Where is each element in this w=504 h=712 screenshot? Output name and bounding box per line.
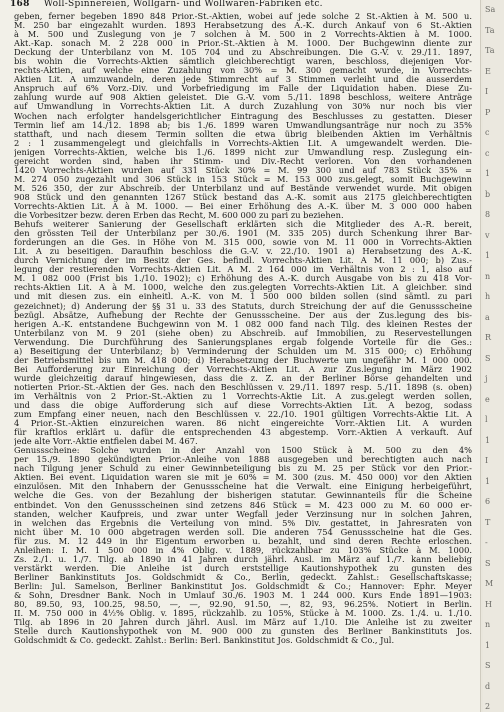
text-line: einzulösen. Mit den Inhabern der Genussscheine hat die Verwalt. eine Einigung herbeigeführt, — [14, 482, 472, 492]
text-line: Wochen nach erfolgter handelsgerichtlicher Eintragung des Beschlusses zu gestatten. Dieser — [14, 111, 472, 121]
text-line: entbindet. Von den Genussscheinen sind zetzens 846 Stück = M. 423 000 zu M. 60 000 er- — [14, 500, 472, 510]
adjacent-page-fragment: Ta — [485, 46, 495, 55]
text-line: M. 1 082 000 (Frist bis 1./10. 1902); c) Erhöhung des A.-K. durch Ausgabe von bis zu 418 Vor- — [14, 274, 472, 284]
text-line: M. 274 050 zugezahlt und 306 Stück in 153 Stück = M. 153 000 zus.gelegt, somit Buchgewinn — [14, 174, 472, 184]
text-line: M. 250 bar eingezahlt wurden. 1893 Herabsetzung des A.-K. durch Ankauf von 6 St.-Aktien — [14, 21, 472, 31]
text-line: 1420 Vorrechts-Aktien wurden auf 331 Stück 30% = M. 99 300 und auf 783 Stück 35% = — [14, 165, 472, 175]
adjacent-page-fragment: l — [485, 415, 488, 424]
text-line: welche die Ges. von der Bezahlung der bisherigen statutar. Gewinnanteils für die Scheine — [14, 491, 472, 501]
adjacent-page-fragment: c — [485, 128, 490, 137]
adjacent-page-fragment: M — [485, 579, 494, 588]
text-line: M. 526 350, der zur Abschreib. der Unterbilanz und auf Bestände verwendet wurde. Mit obigen — [14, 183, 472, 193]
text-line: für zus. M. 12 449 in ihr Eigentum erworben u. bezahlt, und sind deren Rechte erloschen. — [14, 536, 472, 546]
text-line: Tilg. ab 1896 in 20 Jahren durch jährl. Ausl. im März auf 1./10. Die Anleihe ist zu zweiter — [14, 618, 472, 628]
text-line: Unterbilanz von M. 9 201 (siehe oben) zu Abschreib. auf Immobilien, zu Reservestellungen — [14, 328, 472, 338]
text-line: per 15./9. 1890 gekündigten Prior.-Anleihe von 1888 ausgegeben und berechtigten auch nach — [14, 455, 472, 465]
adjacent-page-fragment: P — [485, 107, 491, 117]
adjacent-page-edge — [483, 0, 504, 712]
adjacent-page-fragment: 1 — [485, 251, 491, 260]
adjacent-page-fragment: j — [485, 374, 488, 383]
text-line: im Verhältnis von 2 Prior.-St.-Aktien zu 1 Vorrechts-Aktie Lit. A zus.gelegt werden sollen, — [14, 391, 472, 401]
text-line: a) Beseitigung der Unterbilanz; b) Verminderung der Schulden um M. 315 000; c) Erhöhung — [14, 346, 472, 356]
adjacent-page-fragment: S — [485, 558, 491, 568]
text-line: und dass die obige Aufforderung sich auf diese Vorrechts-Aktien Lit. A bezog, sodass — [14, 401, 472, 411]
text-line: rechts-Aktien Lit. A à M. 1000, welche den zus.gelegten Vorrechts-Aktien Lit. A gleichber. sind — [14, 283, 472, 293]
text-line: Bei Aufforderung zur Einreichung der Vorrechts-Aktien Lit. A zur Zus.legung im März 1902 — [14, 364, 472, 374]
text-line: Termin lief am 14./12. 1898 ab; bis 1./6. 1899 waren Umwandlungsanträge nur noch zu 35% — [14, 120, 472, 130]
text-line: verstärkt werden. Die Anleihe ist durch erststellige Kautionshypothek zu gunsten des — [14, 563, 472, 573]
text-line: bis wohin die Vorrechts-Aktien sämtlich gleichberechtigt waren, beschloss, diejenigen Vor- — [14, 57, 472, 67]
text-line: der Betriebsmittel bis um M. 418 000; d) Herabsetzung der Buchwerte um ungefähr M. 1 000 000. — [14, 355, 472, 365]
adjacent-page-fragment: n — [485, 271, 491, 281]
text-line: 908 Stück und den genannten 1267 Stück bestand das A.-K. somit aus 2175 gleichberechtigten — [14, 192, 472, 202]
text-line: II. M. 750 000 in 4½% Oblig. v. 1895, rückzahlb. zu 105%, Stücke à M. 1000. Zs. 1./4. u. 1./10. — [14, 609, 472, 619]
text-line: forderungen an die Ges. in Höhe von M. 315 000, sowie von M. 11 000 in Vorrechts-Aktien — [14, 238, 472, 248]
text-line: zahlung wurde auf 908 Aktien geleistet. Die G.-V. vom 5./11. 1898 beschloss, weitere Anträge — [14, 93, 472, 103]
text-line: & Sohn, Dresdner Bank. Noch in Umlauf 30./6. 1903 M. 1 244 000. Kurs Ende 1891—1903: — [14, 591, 472, 600]
text-line: legung der restierenden Vorrechts-Aktien Lit. A M. 2 164 000 im Verhältnis von 2 : 1, also auf — [14, 265, 472, 275]
text-line: gereicht worden sind, haben ihr Stimm- und Div.-Recht verloren. Von den vorhandenen — [14, 156, 472, 166]
text-line: nach Tilgung jener Schuld zu einer Gewinnbeteiligung bis zu M. 25 per Stück vor den Prior.- — [14, 464, 472, 474]
text-line: geben, ferner begeben 1890 848 Prior.-St.-Aktien, wobei auf jede solche 2 St.-Aktien à M. 500 u. — [14, 12, 472, 21]
text-line: Deckung der Unterbilanz von M. 105 704 und zu Abschreibungen. Die G.-V. v. 29./11. 1897, — [14, 48, 472, 58]
adjacent-page-fragment: - — [485, 538, 488, 547]
adjacent-page-fragment: 1 — [485, 640, 491, 650]
text-line: jenigen Vorrechts-Aktien, welche bis 1./6. 1899 nicht zur Umwandlung resp. Zuslegung ein- — [14, 147, 472, 157]
adjacent-page-fragment: I — [485, 87, 489, 96]
text-line: Aktien Lit. A umzuwandeln, deren jede Stimmrecht auf 3 Stimmen verleiht und die ausserdem — [14, 75, 472, 85]
text-line: Anleihen: I. M. 1 500 000 in 4% Oblig. v. 1889, rückzahlbar zu 103% Stücke à M. 1000. — [14, 545, 472, 555]
running-title: Woll-Spinnereien, Wollgarn- und Wollwaren-Fabriken etc. — [43, 0, 323, 9]
body-text — [14, 12, 472, 645]
text-line: die Vorbesitzer bezw. deren Erben das Recht, M. 600 000 zu pari zu beziehen. — [14, 211, 344, 221]
text-line: in welchen das Ergebnis die Verteilung von mind. 5% Div. gestattet, in Jahresraten von — [14, 518, 472, 528]
text-line: Lit. A zu beseitigen. Daraufhin beschloss die G.-V. v. 22./10. 1901 a) Herabsetzung des A.-K. — [14, 247, 472, 257]
text-line: und mit diesen zus. ein einheitl. A.-K. von M. 1 500 000 bilden sollen (sind sämtl. zu pari — [14, 292, 472, 302]
text-line: gezeichnet); d) Änderung der §§ 31 u. 33 des Statuts, durch Streichung der auf die Genussscheine — [14, 301, 472, 311]
text-line: nicht über M. 10 000 abgetragen werden soll. Die anderen 754 Genussscheine hat die Ges. — [14, 527, 472, 537]
adjacent-page-fragment: 1 — [485, 169, 491, 178]
text-line: zum Empfang einer neuen, nach den Beschlüssen v. 22./10. 1901 gültigen Vorrechts-Aktie Lit. A — [14, 410, 472, 420]
text-line: herigen A.-K. entstandene Buchgewinn von M. 1 082 000 fand nach Tilg. des kleinen Restes der — [14, 319, 472, 329]
adjacent-page-fragment: 1 — [485, 476, 491, 486]
text-line: für kraftlos erklärt u. dafür die entsprechenden 43 abgestemp. Vorr.-Aktien A verkauft. Auf — [14, 428, 472, 438]
text-line: Stelle durch Kautionshypothek von M. 900 000 zu gunsten des Berliner Bankinstituts Jos. — [14, 627, 472, 637]
text-line: auf Umwandlung in Vorrechts-Aktien Lit. A durch Zuzahlung von 30% nur noch bis vier — [14, 102, 472, 112]
adjacent-page-fragment: a — [485, 312, 490, 322]
text-line: Vorrechts-Aktien Lit. A à M. 1000. — Bei einer Erhöhung des A.-K. über M. 3 000 000 haben — [14, 201, 472, 211]
text-line: durch Vernichtung der im Besitz der Ges. befindl. Vorrechts-Aktien Lit. A M. 11 000; b) Zus.- — [14, 256, 472, 266]
text-line: jede alte Vorr.-Aktie entfielen dabei M. 467. — [14, 437, 198, 447]
text-line: bezügl. Absätze, Aufhebung der Rechte der Genussscheine. Der aus der Zus.legung des bis- — [14, 310, 472, 320]
text-line: Aktien. Bei event. Liquidation waren sie mit je 60% = M. 300 (zus. M. 450 000) vor den Aktien — [14, 473, 472, 483]
page-header — [10, 0, 476, 12]
text-line: 2 : 1 zusammengelegt und gleichfalls in Vorrechts-Aktien Lit. A umgewandelt werden. Die- — [14, 138, 472, 148]
text-line: Genussscheine: Solche wurden in der Anzahl von 1500 Stück à M. 500 zu den 4% — [14, 446, 472, 456]
text-line: standen, welcher Kaufpreis, und zwar unter Wegfall jeder Verzinsung nur in solchen Jahren, — [14, 509, 472, 519]
page-number: 168 — [10, 0, 30, 9]
adjacent-page-fragment: I — [485, 456, 489, 465]
text-line: Goldschmidt & Co. gedeckt. Zahlst.: Berlin: Berl. Bankinstitut Jos. Goldschmidt & Co., Jul. — [14, 636, 395, 646]
text-line: den grössten Teil der Unterbilanz per 30./6. 1901 (M. 335 205) durch Schenkung ihrer Bar- — [14, 229, 472, 239]
text-line: 80, 89.50, 93, 100.25, 98.50, —, —, 92.90, 91.50, —, 82, 93, 96.25%. Notiert in Berlin. — [14, 600, 472, 610]
text-line: à M. 500 und Zuslegung von je 7 solchen à M. 500 in 2 Vorrechts-Aktien à M. 1000. — [14, 30, 472, 40]
text-line: Behufs weiterer Sanierung der Gesellschaft erklärten sich die Mitglieder des A.-R. bereit, — [14, 220, 472, 230]
adjacent-page-fragment: E — [485, 66, 491, 76]
adjacent-page-fragment: 6 — [485, 497, 491, 506]
adjacent-page-fragment: n — [485, 620, 491, 629]
adjacent-page-fragment: S — [485, 353, 491, 363]
text-line: Anspruch auf 6% Vorz.-Div. und Vorbefriedigung im Falle der Liquidation haben. Diese Zu- — [14, 84, 472, 94]
adjacent-page-fragment: d — [485, 681, 491, 691]
adjacent-page-fragment: Sa — [485, 5, 496, 14]
text-line: Zs. 2./1. u. 1./7. Tilg. ab 1890 in 41 Jahren durch jährl. Ausl. im März auf 1./7. kann beliebig — [14, 554, 472, 564]
adjacent-page-fragment: 8 — [485, 210, 491, 219]
adjacent-page-fragment: e — [485, 394, 490, 404]
adjacent-page-fragment: v — [485, 230, 490, 240]
adjacent-page-fragment: c — [485, 148, 490, 158]
adjacent-page-fragment: T — [485, 517, 491, 527]
text-line: wurde gleichzeitig darauf hingewiesen, dass die z. Z. an der Berliner Börse gehandelten und — [14, 373, 472, 383]
text-line: Verwendung. Die Durchführung des Sanierungsplanes ergab folgende Vorteile für die Ges.: — [14, 337, 472, 347]
adjacent-page-fragment: H — [485, 599, 492, 609]
text-line: Akt.-Kap. sonach M. 2 228 000 in Prior.-St.-Aktien à M. 1000. Der Buchgewinn diente zur — [14, 39, 472, 49]
text-line: rechts-Aktien, auf welche eine Zuzahlung von 30% = M. 300 gemacht wurde, in Vorrechts- — [14, 66, 472, 76]
adjacent-page-fragment: 2 — [485, 702, 491, 711]
text-line: statthaft, und nach diesem Termin sollten die etwa übrig bleibenden Aktien im Verhältnis — [14, 129, 472, 139]
adjacent-page-fragment: h — [485, 292, 491, 301]
adjacent-page-fragment: R — [485, 333, 492, 342]
text-line: 4 Prior.-St.-Aktien einzureichen waren. 86 nicht eingereichte Vorr.-Aktien Lit. A wurden — [14, 419, 472, 429]
adjacent-page-fragment: S — [485, 661, 491, 670]
adjacent-page-fragment: b — [485, 189, 491, 199]
adjacent-page-fragment: Ta — [485, 25, 495, 35]
text-line: Berlin: Jul. Samelson, Berliner Bankinstitut Jos. Goldschmidt & Co.; Hannover: Ephr. Meyer — [14, 581, 472, 591]
text-line: notierten Prior.-St.-Aktien der Ges. nach den Beschlüssen v. 29./11. 1897 resp. 5./11. 1898 (s. oben) — [14, 382, 472, 392]
adjacent-page-fragment: 1 — [485, 435, 491, 445]
text-line: Berliner Bankinstituts Jos. Goldschmidt & Co., Berlin, gedeckt. Zahlst.: Gesellschaftskasse; — [14, 572, 472, 582]
